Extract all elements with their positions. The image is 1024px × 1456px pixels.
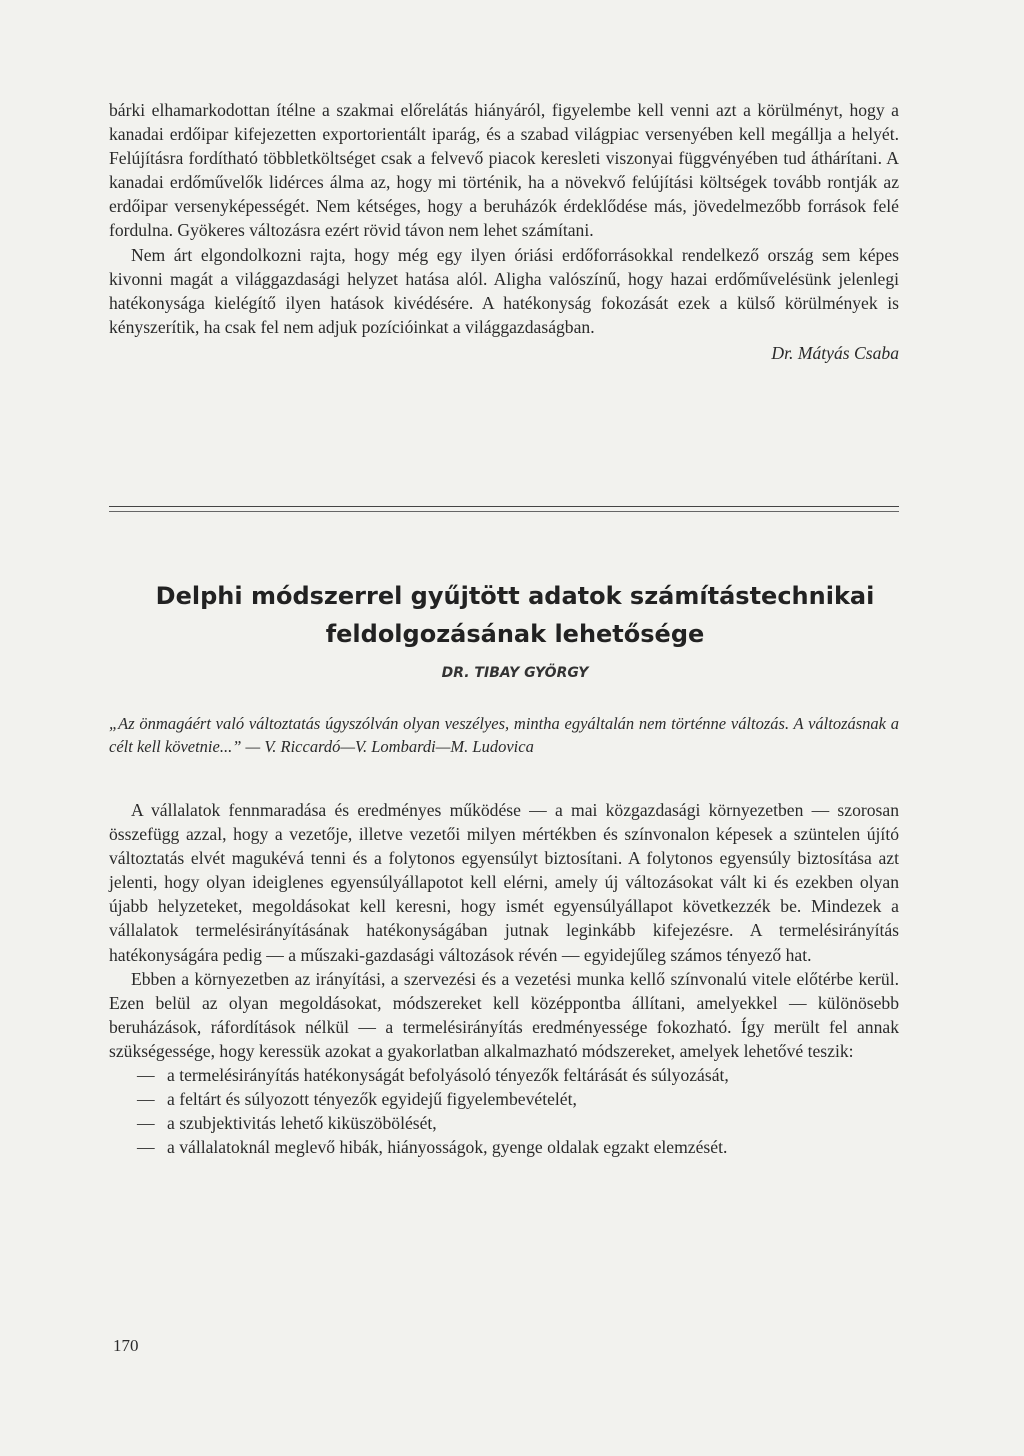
dash-bullet: — — [137, 1089, 155, 1110]
paragraph: bárki elhamarkodottan ítélne a szakmai előrelátás hiányáról, figyelembe kell venni azt a körülményt, hogy a kanadai erdőipar kifejezetten exportorientált iparág, és a szabad világpiac versenyében kell megállja a helyét. Felújításra fordítható többletköltséget csak a felvevő piacok keresleti viszonyai függvényében tud áthárítani. A kanadai erdőművelők lidérces álma az, hogy mi történik, ha a növekvő felújítási költségek tovább rontják az erdőipar versenyképességét. Nem kétséges, hogy a beruházók érdeklődése más, jövedelmezőbb források felé fordulna. Gyökeres változásra ezért rövid távon nem lehet számítani. — [109, 100, 899, 241]
list-item — [109, 1087, 899, 1111]
paragraph: Nem árt elgondolkozni rajta, hogy még egy ilyen óriási erdőforrásokkal rendelkező ország sem képes kivonni magát a világgazdasági helyzet hatása alól. Aligha valószínű, hogy hazai erdőművelésünk jelenlegi hatékonysága kielégítő ilyen hatások kivédésére. A hatékonyság fokozását ezek a külső körülmények is kényszerítik, ha csak fel nem adjuk pozícióinkat a világgazdaságban. — [109, 244, 899, 337]
dash-bullet: — — [137, 1113, 155, 1134]
article-title-line-1: Delphi módszerrel gyűjtött adatok számítástechnikai — [155, 582, 875, 610]
list-item — [109, 1111, 899, 1135]
page-number: 170 — [113, 1336, 139, 1355]
paragraph: A vállalatok fennmaradása és eredményes működése — a mai közgazdasági környezetben — szorosan összefügg azzal, hogy a vezetője, illetve vezetői milyen mértékben és színvonalon képesek a szüntelen újító változtatás elvét magukévá tenni és a folytonos egyensúlyt biztosítani. A folytonos egyensúly biztosítása azt jelenti, hogy olyan ideiglenes egyensúlyállapotot kell elérni, amely új változásokat vált ki és ezekben olyan újabb helyzeteket, megoldásokat kell keresni, hogy ismét egyensúlyállapot következzék be. Mindezek a vállalatok termelésirányításának hatékonyságában jutnak leginkább kifejezésre. A termelésirányítás hatékonyságára pedig — a műszaki-gazdasági változások révén — egyidejűleg számos tényező hat. — [109, 800, 899, 965]
list-item-text: a vállalatoknál meglevő hibák, hiányosságok, gyenge oldalak egzakt elemzését. — [167, 1137, 728, 1158]
list-item — [109, 1063, 899, 1087]
article-author: DR. TIBAY GYÖRGY — [441, 665, 589, 681]
section-divider — [109, 511, 899, 512]
list-item-text: a termelésirányítás hatékonyságát befolyásoló tényezők feltárását és súlyozását, — [167, 1065, 729, 1086]
motto-text: „Az önmagáért való változtatás úgyszólván olyan veszélyes, mintha egyáltalán nem történne változás. A változásnak a célt kell követnie...” — V. Riccardó—V. Lombardi—M. Ludovica — [109, 714, 899, 756]
previous-article-ending — [109, 98, 899, 365]
article-body — [109, 798, 899, 1159]
article-title-line-2: feldolgozásának lehetősége — [325, 620, 705, 648]
author-signature: Dr. Mátyás Csaba — [771, 342, 899, 363]
dash-bullet: — — [137, 1065, 155, 1086]
section-divider — [109, 506, 899, 507]
list-item-text: a szubjektivitás lehető kiküszöbölését, — [167, 1113, 437, 1134]
list-item-text: a feltárt és súlyozott tényezők egyidejű figyelembevételét, — [167, 1089, 577, 1110]
motto-quote — [109, 712, 899, 758]
list-item — [109, 1135, 899, 1159]
paragraph: Ebben a környezetben az irányítási, a szervezési és a vezetési munka kellő színvonalú vitele előtérbe kerül. Ezen belül az olyan megoldásokat, módszereket kell középpontba állítani, amelyekkel — különösebb beruházások, ráfordítások nélkül — a termelésirányítás eredményessége fokozható. Így merült fel annak szükségessége, hogy keressük azokat a gyakorlatban alkalmazható módszereket, amelyek lehetővé teszik: — [109, 968, 899, 1061]
dash-bullet: — — [137, 1137, 155, 1158]
